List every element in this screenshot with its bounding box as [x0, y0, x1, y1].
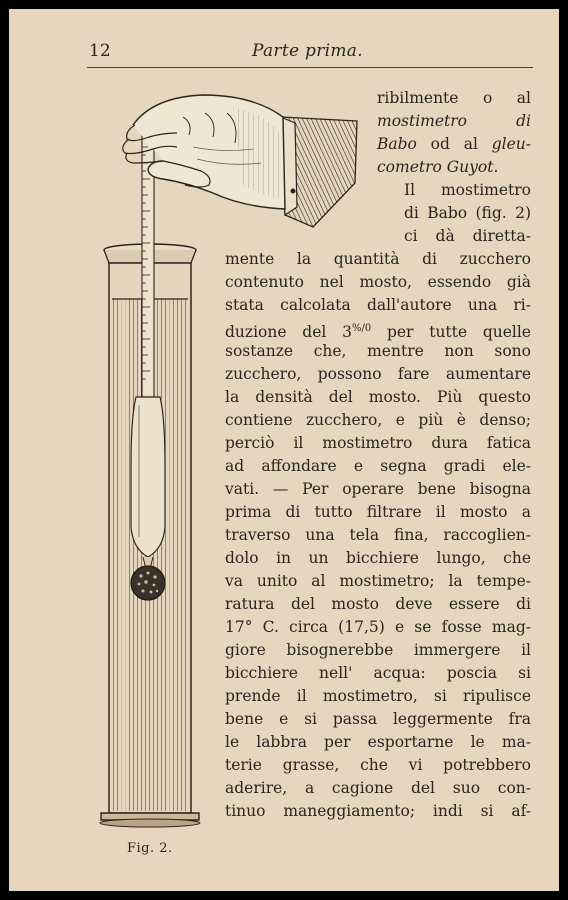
text-run-od-al: od al [416, 135, 492, 153]
text-line-19: prima di tutto filtrare il mosto a [225, 503, 531, 521]
text-line-21: dolo in un bicchiere lungo, che [225, 549, 531, 567]
text-line-3 [377, 133, 531, 156]
text-run-duzione: duzione del 3 [225, 323, 352, 342]
text-line-2: mostimetro di [377, 112, 531, 130]
text-run-percent: %/0 [351, 323, 372, 334]
text-line-23: ratura del mosto deve essere di [225, 595, 531, 613]
text-line-15: contiene zucchero, e più è denso; [225, 411, 531, 429]
book-page [9, 9, 559, 891]
text-line-28: bene e si passa leggermente fra [225, 710, 531, 728]
text-line-29: le labbra per esportarne le ma- [225, 733, 531, 751]
text-line-5: Il mostimetro [404, 181, 531, 199]
text-line-7: ci dà diretta- [404, 227, 531, 245]
text-line-8: mente la quantità di zucchero [225, 250, 531, 268]
text-line-14: la densità del mosto. Più questo [225, 388, 531, 406]
text-line-10: stata calcolata dall'autore una ri- [225, 296, 531, 314]
text-line-9: contenuto nel mosto, essendo già [225, 273, 531, 291]
header-rule [87, 67, 533, 68]
text-line-26: bicchiere nell' acqua: poscia si [225, 664, 531, 682]
text-line-12: sostanze che, mentre non sono [225, 342, 531, 360]
text-line-13: zucchero, possono fare aumentare [225, 365, 531, 383]
text-line-1: ribilmente o al [377, 89, 531, 107]
text-run-per-tutte: per tutte quelle [371, 323, 531, 342]
text-run-gleu: gleu- [491, 135, 531, 153]
page-header [9, 41, 559, 65]
text-line-22: va unito al mostimetro; la tempe- [225, 572, 531, 590]
figure-caption: Fig. 2. [127, 841, 173, 856]
text-line-16: perciò il mostimetro dura fatica [225, 434, 531, 452]
text-line-31: aderire, a cagione del suo con- [225, 779, 531, 797]
text-line-30: terie grasse, che vi potrebbero [225, 756, 531, 774]
text-line-17: ad affondare e segna gradi ele- [225, 457, 531, 475]
text-line-4: cometro Guyot. [377, 158, 499, 176]
text-line-32: tinuo maneggiamento; indi si af- [225, 802, 531, 820]
text-line-27: prende il mostimetro, si ripulisce [225, 687, 531, 705]
text-line-18: vati. — Per operare bene bisogna [225, 480, 531, 498]
text-line-11 [225, 317, 531, 340]
running-title: Parte prima. [252, 41, 363, 61]
text-line-24: 17° C. circa (17,5) e se fosse mag- [225, 618, 531, 636]
hand [123, 95, 357, 227]
page-number: 12 [89, 41, 111, 61]
text-line-6: di Babo (fig. 2) [404, 204, 531, 222]
text-run-babo: Babo [377, 135, 417, 153]
text-line-25: giore bisognerebbe immergere il [225, 641, 531, 659]
text-line-20: traverso una tela fina, raccoglien- [225, 526, 531, 544]
